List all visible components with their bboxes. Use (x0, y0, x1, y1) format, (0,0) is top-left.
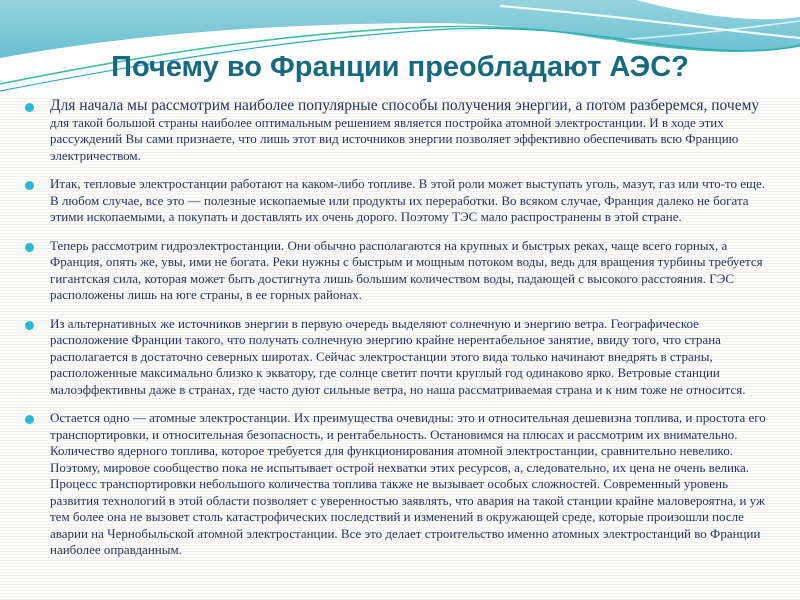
bullet-item (22, 238, 774, 304)
bullet-text: Итак, тепловые электростанции работают на каком-либо топливе. В этой роли может выступать уголь, мазут, газ или что-то еще. В любом случае, все это — полезные ископаемые или продукты их переработки. Во всяком случае, Франция далеко не богата этими ископаемыми, а покупать и доставлять их очень дорого. Поэтому ТЭС мало распространены в этой стране. (50, 176, 766, 224)
bullet-dot-icon (25, 415, 34, 424)
bullet-item (22, 410, 774, 559)
bullet-dot-icon (25, 243, 34, 252)
bullet-text: Теперь рассмотрим гидроэлектростанции. Они обычно располагаются на крупных и быстрых реках, чаще всего горных, а Франция, опять же, увы, ими не богата. Реки нужны с быстрым и мощным потоком воды, ведь для вращения турбины требуется гигантская сила, которая может быть достигнута лишь большим количеством воды, падающей с высокого расстояния. ГЭС расположены лишь на юге страны, в ее горных районах. (50, 237, 763, 302)
bullet-item (22, 176, 774, 226)
bullet-dot-icon (25, 321, 34, 330)
header-wave-decoration (0, 0, 800, 96)
bullet-dot-icon (25, 103, 34, 112)
bullet-text: Остается одно — атомные электростанции. Их преимущества очевидны: это и относительная дешевизна топлива, и простота его транспортировки, и относительная безопасность, и рентабельность. Остановимся на плюсах и рассмотрим их внимательно. Количество ядерного топлива, которое требуется для функционирования атомной электростанции, сравнительно невелико. Поэтому, мировое сообщество пока не испытывает острой нехватки этих ресурсов, а, следовательно, их цена не очень велика. Процесс транспортировки небольшого количества топлива также не вызывает особых сложностей. Современный уровень развития технологий в этой области позволяет с уверенностью заявлять, что авария на такой станции крайне маловероятна, и уж тем более она не вызовет столь катастрофических последствий и изменений в окружающей среде, которые произошли после аварии на Чернобыльской атомной электростанции. Все это делает строительство именно атомных электростанций во Франции наиболее оправданным. (50, 410, 766, 557)
slide-title: Почему во Франции преобладают АЭС? (111, 51, 689, 83)
bullet-item (22, 316, 774, 399)
bullet-item (22, 98, 774, 164)
bullet-list (0, 98, 800, 571)
bullet-text: Из альтернативных же источников энергии в первую очередь выделяют солнечную и энергию ветра. Географическое расположение Франции такого, что получать солнечную энергию крайне нерентабельное занятие, ввиду того, что страна располагается в достаточно северных широтах. Сейчас электростанции этого вида только начинают внедрять в страны, расположенные максимально близко к экватору, где солнце светит почти круглый год одинаково ярко. Ветровые станции малоэффективны даже в странах, где часто дуют сильные ветра, но наша рассматриваемая страна и к ним тоже не относится. (50, 315, 746, 397)
bullet-text: Для начала мы рассмотрим наиболее популярные способы получения энергии, а потом разберемся, почему для такой большой страны наиболее оптимальным решением является постройка атомной электростанции. И в ходе этих рассуждений Вы сами признаете, что лишь этот вид источников энергии позволяет эффективно обеспечивать всю Францию электричеством. (50, 97, 760, 163)
bullet-dot-icon (25, 181, 34, 190)
